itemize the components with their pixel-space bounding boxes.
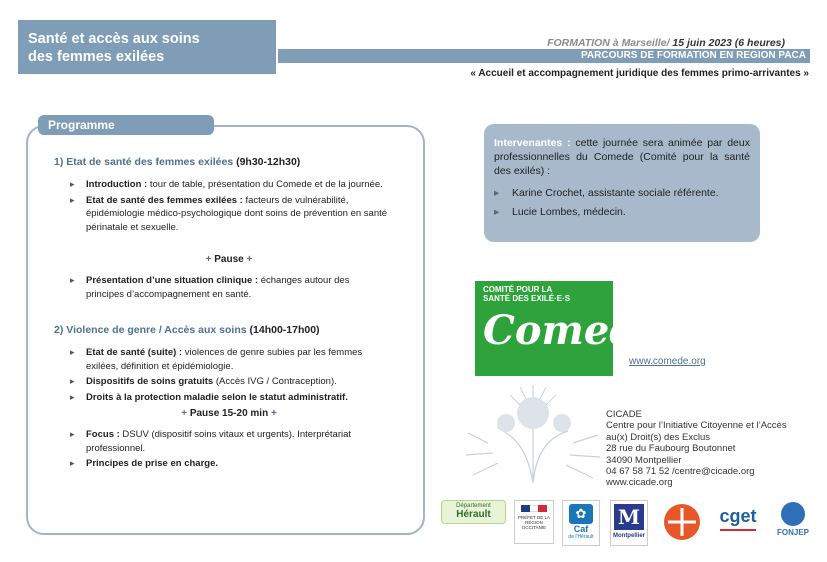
- title-line-2: des femmes exilées: [28, 49, 165, 65]
- fonjep-globe-icon: [781, 502, 805, 526]
- intervenantes-box: [484, 124, 760, 242]
- list-item: ▸ Etat de santé des femmes exilées : facteurs de vulnérabilité, épidémiologie médico-psychologique dont soins de prévention en santé périnatale et sexuelle.: [70, 194, 388, 235]
- pause-1: + Pause +: [205, 254, 253, 265]
- comede-logo-tagline: COMITÉ POUR LA SANTÉ DES EXILÉ·E·S: [483, 285, 571, 303]
- cicade-line: Centre pour l’Initiative Citoyenne et l’Accès: [606, 420, 787, 432]
- list-item: ▸ Droits à la protection maladie selon le statut administratif.: [70, 391, 388, 405]
- list-item: ▸ Etat de santé (suite) : violences de genre subies par les femmes exilées, définition et épidémiologie.: [70, 346, 388, 373]
- cget-logo: cget: [712, 505, 764, 545]
- intervenantes-text: cette journée sera animée par deux professionnelles du Comede (Comité pour la santé des exilés) :: [494, 137, 750, 177]
- parcours-bar: [278, 49, 810, 63]
- section-2-hours: (14h00-17h00): [249, 324, 320, 336]
- thistle-illustration: [458, 383, 608, 493]
- pause-2: + Pause 15-20 min +: [181, 408, 277, 419]
- document-title: [18, 20, 276, 74]
- montpellier-logo: M Montpellier: [610, 500, 648, 546]
- cicade-address: 28 rue du Faubourg Boutonnet: [606, 443, 736, 455]
- list-item: ▸ Principes de prise en charge.: [70, 457, 388, 471]
- list-item: ▸ Présentation d’une situation clinique : échanges autour des principes d’accompagnement en santé.: [70, 274, 388, 301]
- programme-tab: Programme: [38, 115, 214, 135]
- prefet-logo: PRÉFET DE LA RÉGION OCCITANIE: [514, 500, 554, 544]
- parcours-label: PARCOURS DE FORMATION EN REGION PACA: [580, 50, 806, 61]
- formation-subtitle: « Accueil et accompagnement juridique des femmes primo-arrivantes »: [470, 68, 809, 79]
- herault-logo: Département Hérault: [441, 500, 506, 524]
- cicade-line: au(x) Droit(s) des Exclus: [606, 431, 710, 443]
- formation-location: FORMATION à Marseille/: [547, 37, 670, 49]
- section-1-list: [70, 178, 388, 236]
- section-1-title: 1) Etat de santé des femmes exilées: [54, 156, 237, 168]
- caf-logo: ✿ Caf de l'Hérault: [562, 500, 600, 546]
- section-2-title: 2) Violence de genre / Accès aux soins: [54, 324, 250, 336]
- section-1-hours: (9h30-12h30): [236, 156, 301, 168]
- list-item: ▸ Lucie Lombes, médecin.: [494, 205, 750, 219]
- section-2-heading: [54, 324, 320, 336]
- comede-link[interactable]: www.comede.org: [629, 356, 706, 367]
- cicade-city: 34090 Montpellier: [606, 454, 682, 466]
- fonjep-logo: FONJEP: [772, 502, 814, 548]
- formation-date-text: 15 juin 2023 (6 heures): [669, 37, 785, 49]
- intervenantes-label: Intervenantes :: [494, 137, 571, 149]
- list-item: ▸ Introduction : tour de table, présentation du Comede et de la journée.: [70, 178, 388, 192]
- formation-date: [547, 37, 785, 49]
- occitanie-logo: [660, 500, 704, 548]
- cicade-phone-email: 04 67 58 71 52 /centre@cicade.org: [606, 466, 755, 478]
- comede-logo: [475, 281, 663, 376]
- list-item: ▸ Dispositifs de soins gratuits (Accès IVG / Contraception).: [70, 375, 388, 389]
- section-1-list-b: [70, 274, 388, 303]
- title-line-1: Santé et accès aux soins: [28, 31, 200, 47]
- section-2-list-b: [70, 428, 388, 473]
- list-item: ▸ Karine Crochet, assistante sociale référente.: [494, 186, 750, 200]
- occitanie-cross-icon: [660, 500, 704, 548]
- comede-logo-word: Comede: [483, 307, 663, 354]
- list-item: ▸ Focus : DSUV (dispositif soins vitaux et urgents). Interprétariat professionnel.: [70, 428, 388, 455]
- cicade-name: CICADE: [606, 409, 642, 420]
- section-1-heading: [54, 156, 300, 168]
- section-2-list: [70, 346, 388, 406]
- cicade-website[interactable]: www.cicade.org: [606, 477, 673, 489]
- cicade-contact: [606, 409, 787, 489]
- intervenantes-list: [494, 186, 750, 219]
